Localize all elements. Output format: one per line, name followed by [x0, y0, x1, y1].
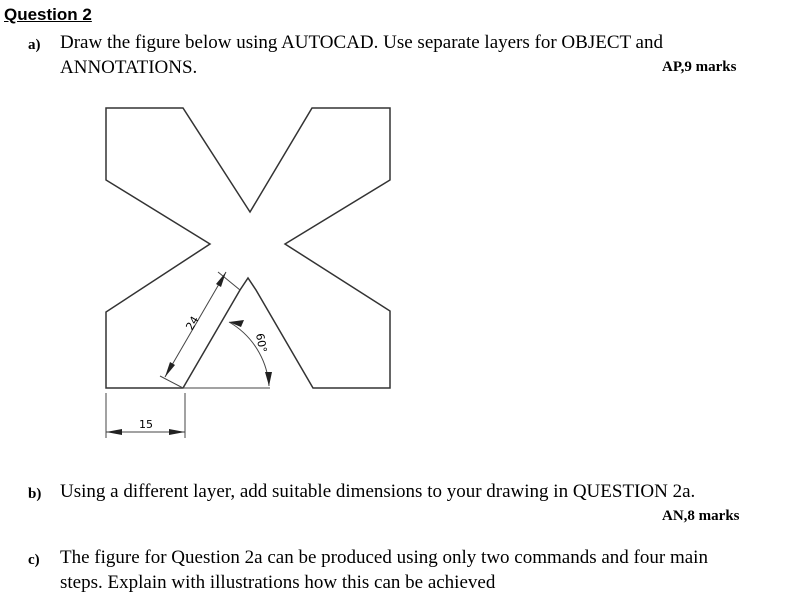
- part-c-line2: steps. Explain with illustrations how this can be achieved: [60, 572, 496, 593]
- dim-60-text: 60°: [253, 332, 270, 354]
- part-a-line2: ANNOTATIONS.: [60, 57, 198, 78]
- dim-15-arrow-left: [106, 429, 122, 435]
- x-shape-outline: [106, 108, 390, 388]
- dim-24-text: 24: [183, 313, 202, 333]
- part-b-line1: Using a different layer, add suitable dimensions to your drawing in QUESTION 2a.: [60, 481, 696, 502]
- question-heading: Question 2: [4, 5, 92, 24]
- part-a-marks: AP,9 marks: [662, 59, 737, 75]
- part-a-label: a): [28, 37, 41, 53]
- part-b-label: b): [28, 486, 42, 502]
- dim-15-text: 15: [139, 418, 153, 431]
- dim-24-ext-bottom: [160, 376, 183, 388]
- dim-15-arrow-right: [169, 429, 185, 435]
- part-c-line1: The figure for Question 2a can be produced using only two commands and four main: [60, 547, 708, 568]
- dim-24-arrow-bottom: [165, 362, 175, 377]
- dim-60-arrow-bottom: [265, 372, 272, 386]
- part-a-line1: Draw the figure below using AUTOCAD. Use separate layers for OBJECT and: [60, 32, 663, 53]
- dim-60-arc: [229, 322, 269, 386]
- part-c-label: c): [28, 552, 40, 568]
- part-b-marks: AN,8 marks: [662, 508, 740, 524]
